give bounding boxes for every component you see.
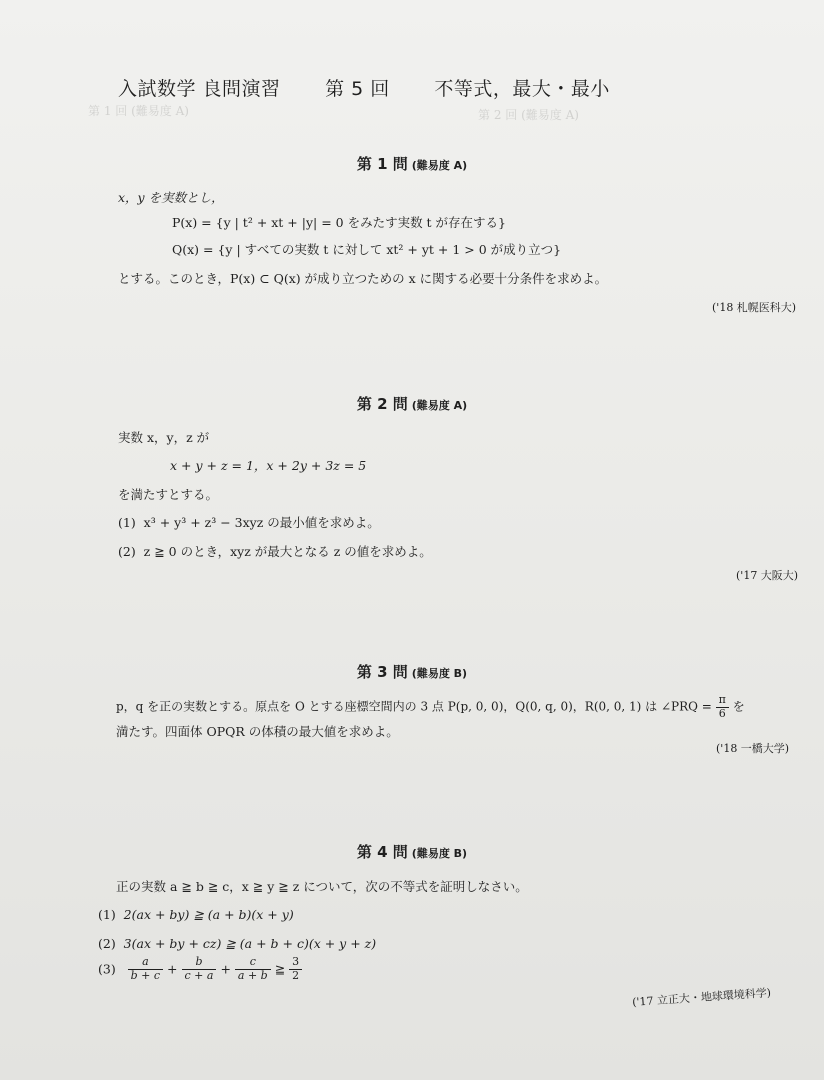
problem-3-source: ('18 一橋大学) [716, 742, 790, 755]
question-number: (2) [118, 544, 136, 559]
problem-2-title [0, 393, 824, 414]
problem-1-title [0, 153, 824, 174]
problem-2-intro: 実数 x，y，z が [118, 430, 210, 445]
fraction-denominator: a + b [237, 968, 268, 982]
angle-fraction [716, 694, 729, 720]
document-header [118, 74, 648, 101]
problem-2-source: ('17 大阪大) [736, 569, 799, 582]
problem-3-line-1 [116, 694, 745, 720]
problem-3-text-end: を [732, 699, 745, 714]
round-label: 第 5 回 [325, 78, 390, 100]
fraction-numerator: π [716, 694, 729, 708]
question-number: (1) [118, 515, 136, 530]
problem-4-question-2 [98, 936, 376, 951]
question-text: z ≧ 0 のとき，xyz が最大となる z の値を求めよ。 [143, 544, 432, 559]
problem-1-question: とする。このとき，P(x) ⊂ Q(x) が成り立つための x に関する必要十分条件を求めよ。 [118, 271, 608, 286]
fraction-rhs [289, 956, 302, 982]
plus-sign: + [220, 961, 231, 977]
topic-label: 不等式，最大・最小 [434, 78, 610, 100]
course-title: 入試数学 良問演習 [118, 78, 281, 100]
problem-3-text: p，q を正の実数とする。原点を O とする座標空間内の 3 点 P(p, 0, 0)，Q(0, q, 0)，R(0, 0, 1) は ∠PRQ = [116, 699, 712, 714]
fraction-c [235, 956, 271, 982]
problem-3-number: 第 3 問 [356, 663, 408, 681]
fraction-numerator: b [182, 956, 217, 970]
problem-4-source: ('17 立正大・地球環境科学) [631, 986, 772, 1009]
problem-3-line-2: 満たす。四面体 OPQR の体積の最大値を求めよ。 [116, 724, 399, 739]
problem-2-equation: x + y + z = 1，x + 2y + 3z = 5 [170, 458, 367, 473]
show-through-text: 第 2 回 (難易度 A) [478, 108, 579, 122]
problem-1-set-p: P(x) = {y | t² + xt + |y| = 0 をみたす実数 t が存在する} [172, 215, 507, 230]
fraction-b [182, 956, 217, 982]
problem-4-difficulty: (難易度 B) [411, 847, 468, 860]
problem-1-set-q: Q(x) = {y | すべての実数 t に対して xt² + yt + 1 > 0 が成り立つ} [172, 242, 562, 257]
question-text: 3(ax + by + cz) ≧ (a + b + c)(x + y + z) [123, 936, 377, 951]
problem-4-intro: 正の実数 a ≧ b ≧ c，x ≧ y ≧ z について，次の不等式を証明しなさい。 [116, 879, 528, 894]
problem-2-question-1 [118, 513, 380, 531]
problem-2-difficulty: (難易度 A) [411, 399, 468, 412]
fraction-a [128, 956, 163, 982]
question-text: x³ + y³ + z³ − 3xyz の最小値を求めよ。 [143, 515, 380, 530]
question-number: (2) [98, 936, 116, 951]
question-number: (3) [98, 961, 116, 977]
problem-1-source: ('18 札幌医科大) [712, 301, 797, 314]
geq-sign: ≧ [274, 961, 286, 977]
problem-4-question-3 [98, 956, 302, 982]
problem-2-number: 第 2 問 [356, 395, 408, 413]
fraction-numerator: a [128, 956, 163, 970]
problem-2-condition: を満たすとする。 [118, 487, 219, 502]
problem-4-number: 第 4 問 [356, 843, 408, 861]
fraction-numerator: 3 [289, 956, 302, 970]
problem-1-intro: x，y を実数とし， [118, 190, 224, 205]
show-through-text: 第 1 回 (難易度 A) [88, 104, 189, 118]
problem-4-question-1 [98, 907, 294, 922]
problem-1-number: 第 1 問 [356, 155, 408, 173]
question-number: (1) [98, 907, 116, 922]
fraction-denominator: 2 [292, 968, 300, 982]
question-text: 2(ax + by) ≧ (a + b)(x + y) [123, 907, 294, 922]
problem-1-difficulty: (難易度 A) [411, 159, 468, 172]
problem-2-question-2 [118, 542, 432, 560]
problem-3-title [0, 661, 824, 682]
plus-sign: + [167, 961, 178, 977]
fraction-denominator: 6 [718, 706, 726, 720]
fraction-denominator: c + a [184, 968, 214, 982]
problem-4-title [0, 841, 824, 862]
fraction-numerator: c [235, 956, 271, 970]
problem-3-difficulty: (難易度 B) [411, 667, 468, 680]
fraction-denominator: b + c [130, 968, 161, 982]
